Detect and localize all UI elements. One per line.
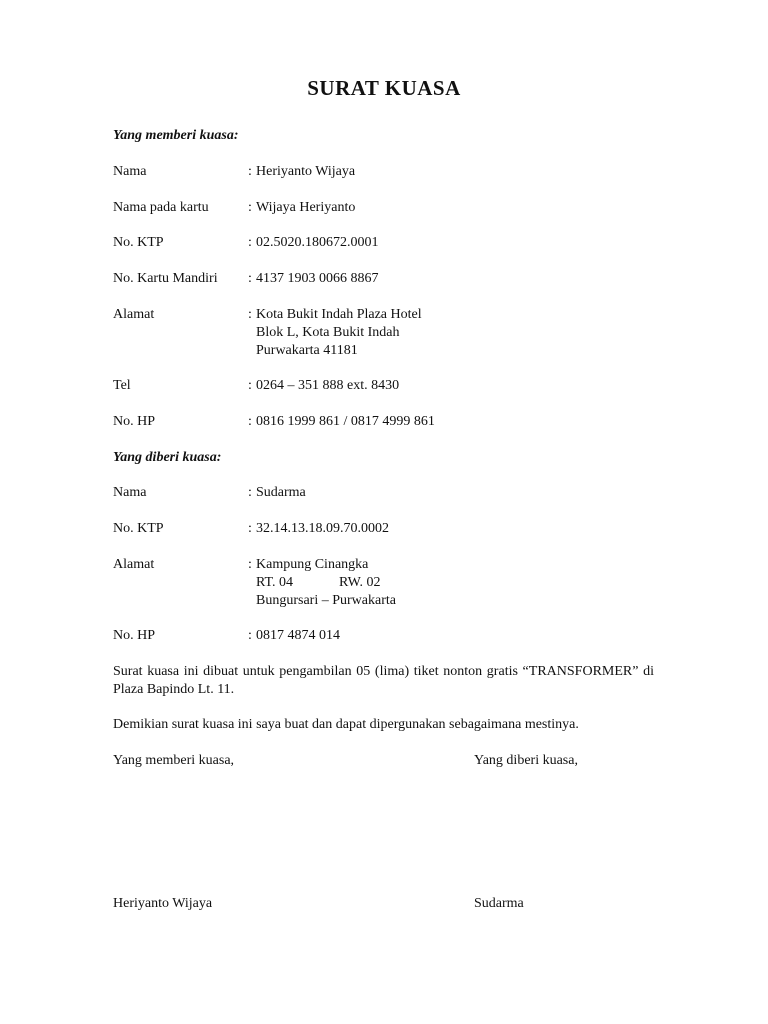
field-label: No. KTP (113, 235, 164, 250)
value-line: Purwakarta 41181 (256, 343, 358, 358)
grantee-signature-label: Yang diberi kuasa, (474, 753, 578, 768)
value-line: Kota Bukit Indah Plaza Hotel (256, 307, 422, 322)
field-label: Nama (113, 485, 147, 500)
grantor-signature-name: Heriyanto Wijaya (113, 896, 213, 911)
field-label: Nama (113, 164, 147, 179)
field-value (256, 484, 306, 502)
purpose-paragraph: Surat kuasa ini dibuat untuk pengambilan 05 (lima) tiket nonton gratis “TRANSFORMER” di Plaza Bapindo Lt. 11. (113, 664, 654, 697)
grantor-heading: Yang memberi kuasa: (113, 128, 239, 143)
field-label: Nama pada kartu (113, 200, 209, 215)
field-colon: : (248, 378, 252, 393)
field-colon: : (248, 557, 252, 572)
field-label: No. Kartu Mandiri (113, 271, 218, 286)
field-value (256, 556, 396, 610)
field-colon: : (248, 485, 252, 500)
field-colon: : (248, 628, 252, 643)
field-label: Alamat (113, 557, 155, 572)
field-value (256, 306, 422, 360)
field-colon: : (248, 271, 252, 286)
field-value (256, 520, 389, 538)
rt-rw-line (256, 574, 396, 592)
field-value (256, 627, 340, 645)
field-value (256, 270, 379, 288)
value-line: Sudarma (256, 485, 306, 500)
field-value (256, 199, 355, 217)
value-line: 4137 1903 0066 8867 (256, 271, 379, 286)
field-value (256, 413, 435, 431)
grantee-heading: Yang diberi kuasa: (113, 450, 222, 465)
value-line: 0817 4874 014 (256, 628, 340, 643)
grantor-signature-label: Yang memberi kuasa, (113, 753, 235, 768)
value-line: 0264 – 351 888 ext. 8430 (256, 378, 400, 393)
field-label: No. KTP (113, 521, 164, 536)
value-line: 02.5020.180672.0001 (256, 235, 379, 250)
field-colon: : (248, 200, 252, 215)
field-colon: : (248, 307, 252, 322)
field-colon: : (248, 414, 252, 429)
field-label: No. HP (113, 628, 156, 643)
closing-paragraph: Demikian surat kuasa ini saya buat dan dapat dipergunakan sebagaimana mestinya. (113, 717, 579, 732)
value-line: Wijaya Heriyanto (256, 200, 356, 215)
rt-value: RT. 04 (256, 575, 294, 590)
value-line: 0816 1999 861 / 0817 4999 861 (256, 414, 435, 429)
value-line: Kampung Cinangka (256, 557, 369, 572)
document-title: SURAT KUASA (307, 76, 461, 100)
value-line: Blok L, Kota Bukit Indah (256, 325, 400, 340)
rw-value: RW. 02 (339, 575, 381, 590)
field-value (256, 234, 379, 252)
field-colon: : (248, 164, 252, 179)
field-colon: : (248, 235, 252, 250)
value-line: Bungursari – Purwakarta (256, 593, 396, 608)
field-label: No. HP (113, 414, 156, 429)
value-line: 32.14.13.18.09.70.0002 (256, 521, 389, 536)
field-value (256, 377, 399, 395)
field-label: Alamat (113, 307, 155, 322)
field-label: Tel (113, 378, 131, 393)
field-colon: : (248, 521, 252, 536)
value-line: Heriyanto Wijaya (256, 164, 356, 179)
field-value (256, 163, 355, 181)
grantee-signature-name: Sudarma (474, 896, 524, 911)
